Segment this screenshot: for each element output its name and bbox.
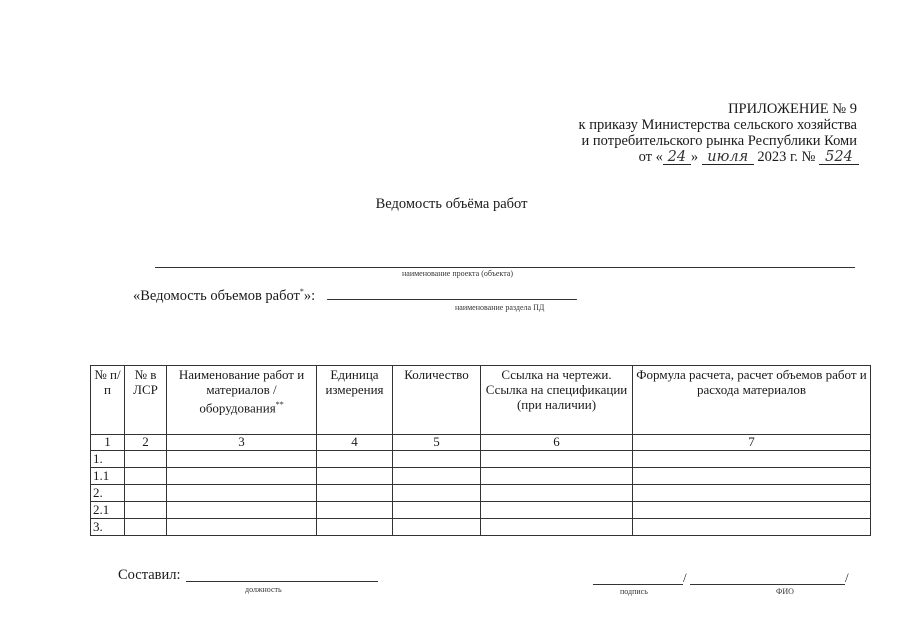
table-cell[interactable]: [393, 485, 481, 502]
table-cell[interactable]: [125, 502, 167, 519]
volume-label: [133, 287, 315, 305]
document-title: Ведомость объёма работ: [375, 196, 528, 212]
column-number-row: [91, 435, 871, 451]
header-work-name-text: Наименование работ и материалов / оборудования: [178, 367, 305, 416]
column-number: 1: [91, 435, 125, 451]
order-number-handwritten: 524: [819, 150, 859, 165]
signature-slash: /: [683, 570, 687, 585]
full-name-slash: /: [845, 570, 849, 585]
table-cell[interactable]: [167, 451, 317, 468]
appendix-order-line-2: и потребительского рынка Республики Коми: [581, 133, 857, 149]
volume-label-end: »:: [303, 287, 316, 304]
appendix-title: ПРИЛОЖЕНИЕ № 9: [728, 101, 857, 117]
order-date-line: [639, 149, 859, 166]
table-cell[interactable]: [125, 468, 167, 485]
table-cell[interactable]: [633, 468, 871, 485]
table-row: [91, 485, 871, 502]
table-cell[interactable]: [633, 519, 871, 536]
row-number: 3.: [91, 519, 125, 536]
project-name-line: [155, 267, 855, 268]
table-row: [91, 468, 871, 485]
header-quantity: Количество: [393, 366, 481, 435]
table-cell[interactable]: [393, 519, 481, 536]
table-cell[interactable]: [125, 485, 167, 502]
header-unit: Единица измерения: [317, 366, 393, 435]
compiled-by-label: Составил:: [118, 567, 181, 583]
column-number: 3: [167, 435, 317, 451]
table-cell[interactable]: [393, 502, 481, 519]
table-cell[interactable]: [633, 502, 871, 519]
position-caption: должность: [245, 585, 282, 594]
date-prefix: от «: [638, 149, 663, 165]
table-cell[interactable]: [317, 519, 393, 536]
date-month-handwritten: июля: [702, 150, 754, 165]
table-cell[interactable]: [317, 468, 393, 485]
table-cell[interactable]: [125, 519, 167, 536]
column-number: 2: [125, 435, 167, 451]
header-row-number: № п/п: [91, 366, 125, 435]
table-cell[interactable]: [393, 468, 481, 485]
table-cell[interactable]: [481, 451, 633, 468]
full-name-caption: ФИО: [776, 587, 794, 596]
section-name-caption: наименование раздела ПД: [455, 303, 545, 312]
table-cell[interactable]: [633, 485, 871, 502]
table-cell[interactable]: [317, 502, 393, 519]
row-number: 2.: [91, 485, 125, 502]
header-formula: Формула расчета, расчет объемов работ и расхода материалов: [633, 366, 871, 435]
table-row: [91, 451, 871, 468]
table-cell[interactable]: [481, 519, 633, 536]
table-cell[interactable]: [481, 485, 633, 502]
header-work-name-mark: **: [275, 400, 284, 409]
row-number: 1.1: [91, 468, 125, 485]
volume-table: [90, 365, 871, 536]
column-number: 4: [317, 435, 393, 451]
header-work-name: [167, 366, 317, 435]
header-drawing-reference: Ссылка на чертежи. Ссылка на спецификации (при наличии): [481, 366, 633, 435]
table-cell[interactable]: [317, 485, 393, 502]
table-cell[interactable]: [481, 502, 633, 519]
header-lsr-number: № в ЛСР: [125, 366, 167, 435]
order-number-label: г. №: [789, 149, 816, 165]
position-line: [186, 581, 378, 582]
table-row: [91, 519, 871, 536]
row-number: 1.: [91, 451, 125, 468]
column-number: 5: [393, 435, 481, 451]
date-year: 2023: [757, 149, 787, 165]
volume-label-mark: *: [299, 287, 304, 296]
project-name-caption: наименование проекта (объекта): [402, 269, 514, 278]
date-separator: »: [690, 149, 699, 165]
date-day-handwritten: 24: [663, 150, 691, 165]
signature-line: [593, 584, 683, 585]
table-cell[interactable]: [125, 451, 167, 468]
column-number: 7: [633, 435, 871, 451]
section-name-line: [327, 299, 577, 300]
table-cell[interactable]: [481, 468, 633, 485]
signature-caption: подпись: [620, 587, 648, 596]
table-cell[interactable]: [633, 451, 871, 468]
table-cell[interactable]: [167, 519, 317, 536]
table-cell[interactable]: [317, 451, 393, 468]
column-number: 6: [481, 435, 633, 451]
row-number: 2.1: [91, 502, 125, 519]
volume-label-text: «Ведомость объемов работ: [133, 287, 300, 304]
table-cell[interactable]: [393, 451, 481, 468]
full-name-line: [690, 584, 845, 585]
table-header-row: [91, 366, 871, 435]
table-row: [91, 502, 871, 519]
appendix-order-line-1: к приказу Министерства сельского хозяйства: [578, 117, 857, 133]
table-cell[interactable]: [167, 468, 317, 485]
table-cell[interactable]: [167, 485, 317, 502]
table-cell[interactable]: [167, 502, 317, 519]
